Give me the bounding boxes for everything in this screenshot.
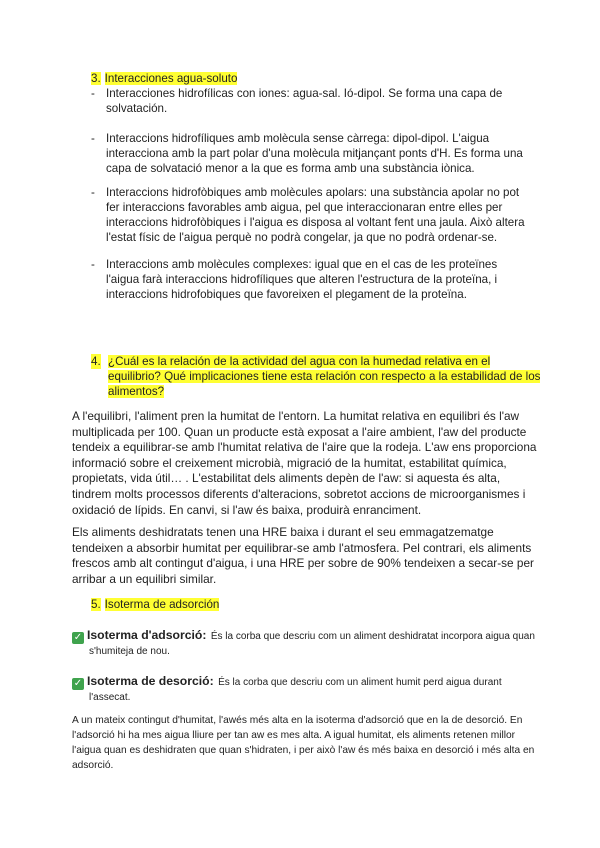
- section-3-heading: [91, 71, 237, 86]
- check-icon: ✓: [73, 678, 83, 689]
- adsorcio-def-line-1: És la corba que descriu com un aliment deshidratat incorpora aigua quan: [210, 631, 535, 642]
- desorcio-def-line-1: És la corba que descriu com un aliment humit perd aigua durant: [218, 677, 502, 688]
- list-item-text: Interaccions hidrofòbiques amb molècules apolars: una substància apolar no pot fer interaccions favorables amb aigua, pel que interaccionaran entre elles per interaccions hidrofòbiques i l'aigua es disposa al voltant fent una jaula. Això altera l'estat físic de l'aigua perquè no podrà congelar, ja que no podrà ordenar-se.: [106, 186, 525, 244]
- bullet-dash: -: [91, 87, 95, 100]
- section-5-number: 5.: [91, 598, 101, 611]
- section-4-question-text: ¿Cuál es la relación de la actividad del agua con la humedad relativa en el equilibrio? Qué implicaciones tiene esta relación con respecto a la estabilidad de los alimentos?: [108, 355, 541, 398]
- section-4-number: 4.: [91, 355, 101, 368]
- adsorcio-definition: [72, 627, 542, 659]
- section-3-number: 3.: [91, 72, 101, 85]
- adsorcio-def-line-2: s'humiteja de nou.: [89, 646, 170, 657]
- list-item: [91, 131, 531, 176]
- bullet-dash: -: [91, 258, 95, 271]
- list-item-text: Interaccions amb molècules complexes: igual que en el cas de les proteïnes l'aigua farà interaccions hidrofíliques que alteren l'estructura de la proteïna, i interaccions hidrofobiques que favoreixen el plegament de la proteïna.: [106, 258, 498, 301]
- desorcio-def-line-2: l'assecat.: [89, 692, 131, 703]
- section-4-paragraph-1: A l'equilibri, l'aliment pren la humitat de l'entorn. La humitat relativa en equilibri és l'aw multiplicada per 100. Quan un producte està exposat a l'aire ambient, l'aw del producte tendeix a equilibrar-se amb l'humitat relativa de l'aire que la rodeja. L'aw ens proporciona informació sobre el creixement microbià, migració de la humitat, estabilitat química, propietats, vida útil… . L'estabilitat dels aliments depèn de l'aw: si aquesta és alta, tindrem molts processos diferents d'alteracions, sobretot accions de microorganismes i oxidació de lípids. En canvi, si l'aw és baixa, produirà enranciment.: [72, 409, 537, 517]
- list-item: [91, 257, 531, 302]
- section-5-title: Isoterma de adsorción: [104, 598, 220, 611]
- adsorcio-term: Isoterma d'adsorció:: [87, 628, 207, 642]
- check-icon: ✓: [73, 632, 83, 643]
- section-3-title: Interacciones agua-soluto: [104, 72, 238, 85]
- desorcio-term: Isoterma de desorció:: [87, 674, 214, 688]
- section-5-heading: [91, 597, 219, 612]
- list-item: [91, 185, 531, 245]
- bullet-dash: -: [91, 132, 95, 145]
- list-item-text: Interacciones hidrofílicas con iones: agua-sal. Ió-dipol. Se forma una capa de solvatación.: [106, 87, 503, 115]
- desorcio-definition: [72, 673, 542, 705]
- section-4-question: [91, 354, 541, 399]
- bullet-dash: -: [91, 186, 95, 199]
- section-4-paragraph-2: Els aliments deshidratats tenen una HRE baixa i durant el seu emmagatzematge tendeixen a absorbir humitat per equilibrar-se amb l'atmosfera. Pel contrari, els aliments frescos amb alt contingut d'aigua, i una HRE per sobre de 90% tendeixen a secar-se per arribar a un equilibri similar.: [72, 525, 534, 586]
- list-item-text: Interaccions hidrofíliques amb molècula sense càrrega: dipol-dipol. L'aigua interacciona amb la part polar d'una molècula mitjançant ponts d'H. Es forma una capa de solvatació menor a la que es forma amb una substància iònica.: [106, 132, 523, 175]
- section-5-paragraph: A un mateix contingut d'humitat, l'awés més alta en la isoterma d'adsorció que en la de desorció. En l'adsorció hi ha mes aigua lliure per tan aw es mes alta. A igual humitat, els aliments retenen millor l'aigua quan es deshidraten que quan s'hidraten, i per això l'aw és més baixa en desorció i més alta en adsorció.: [72, 715, 535, 771]
- list-item: [91, 86, 531, 116]
